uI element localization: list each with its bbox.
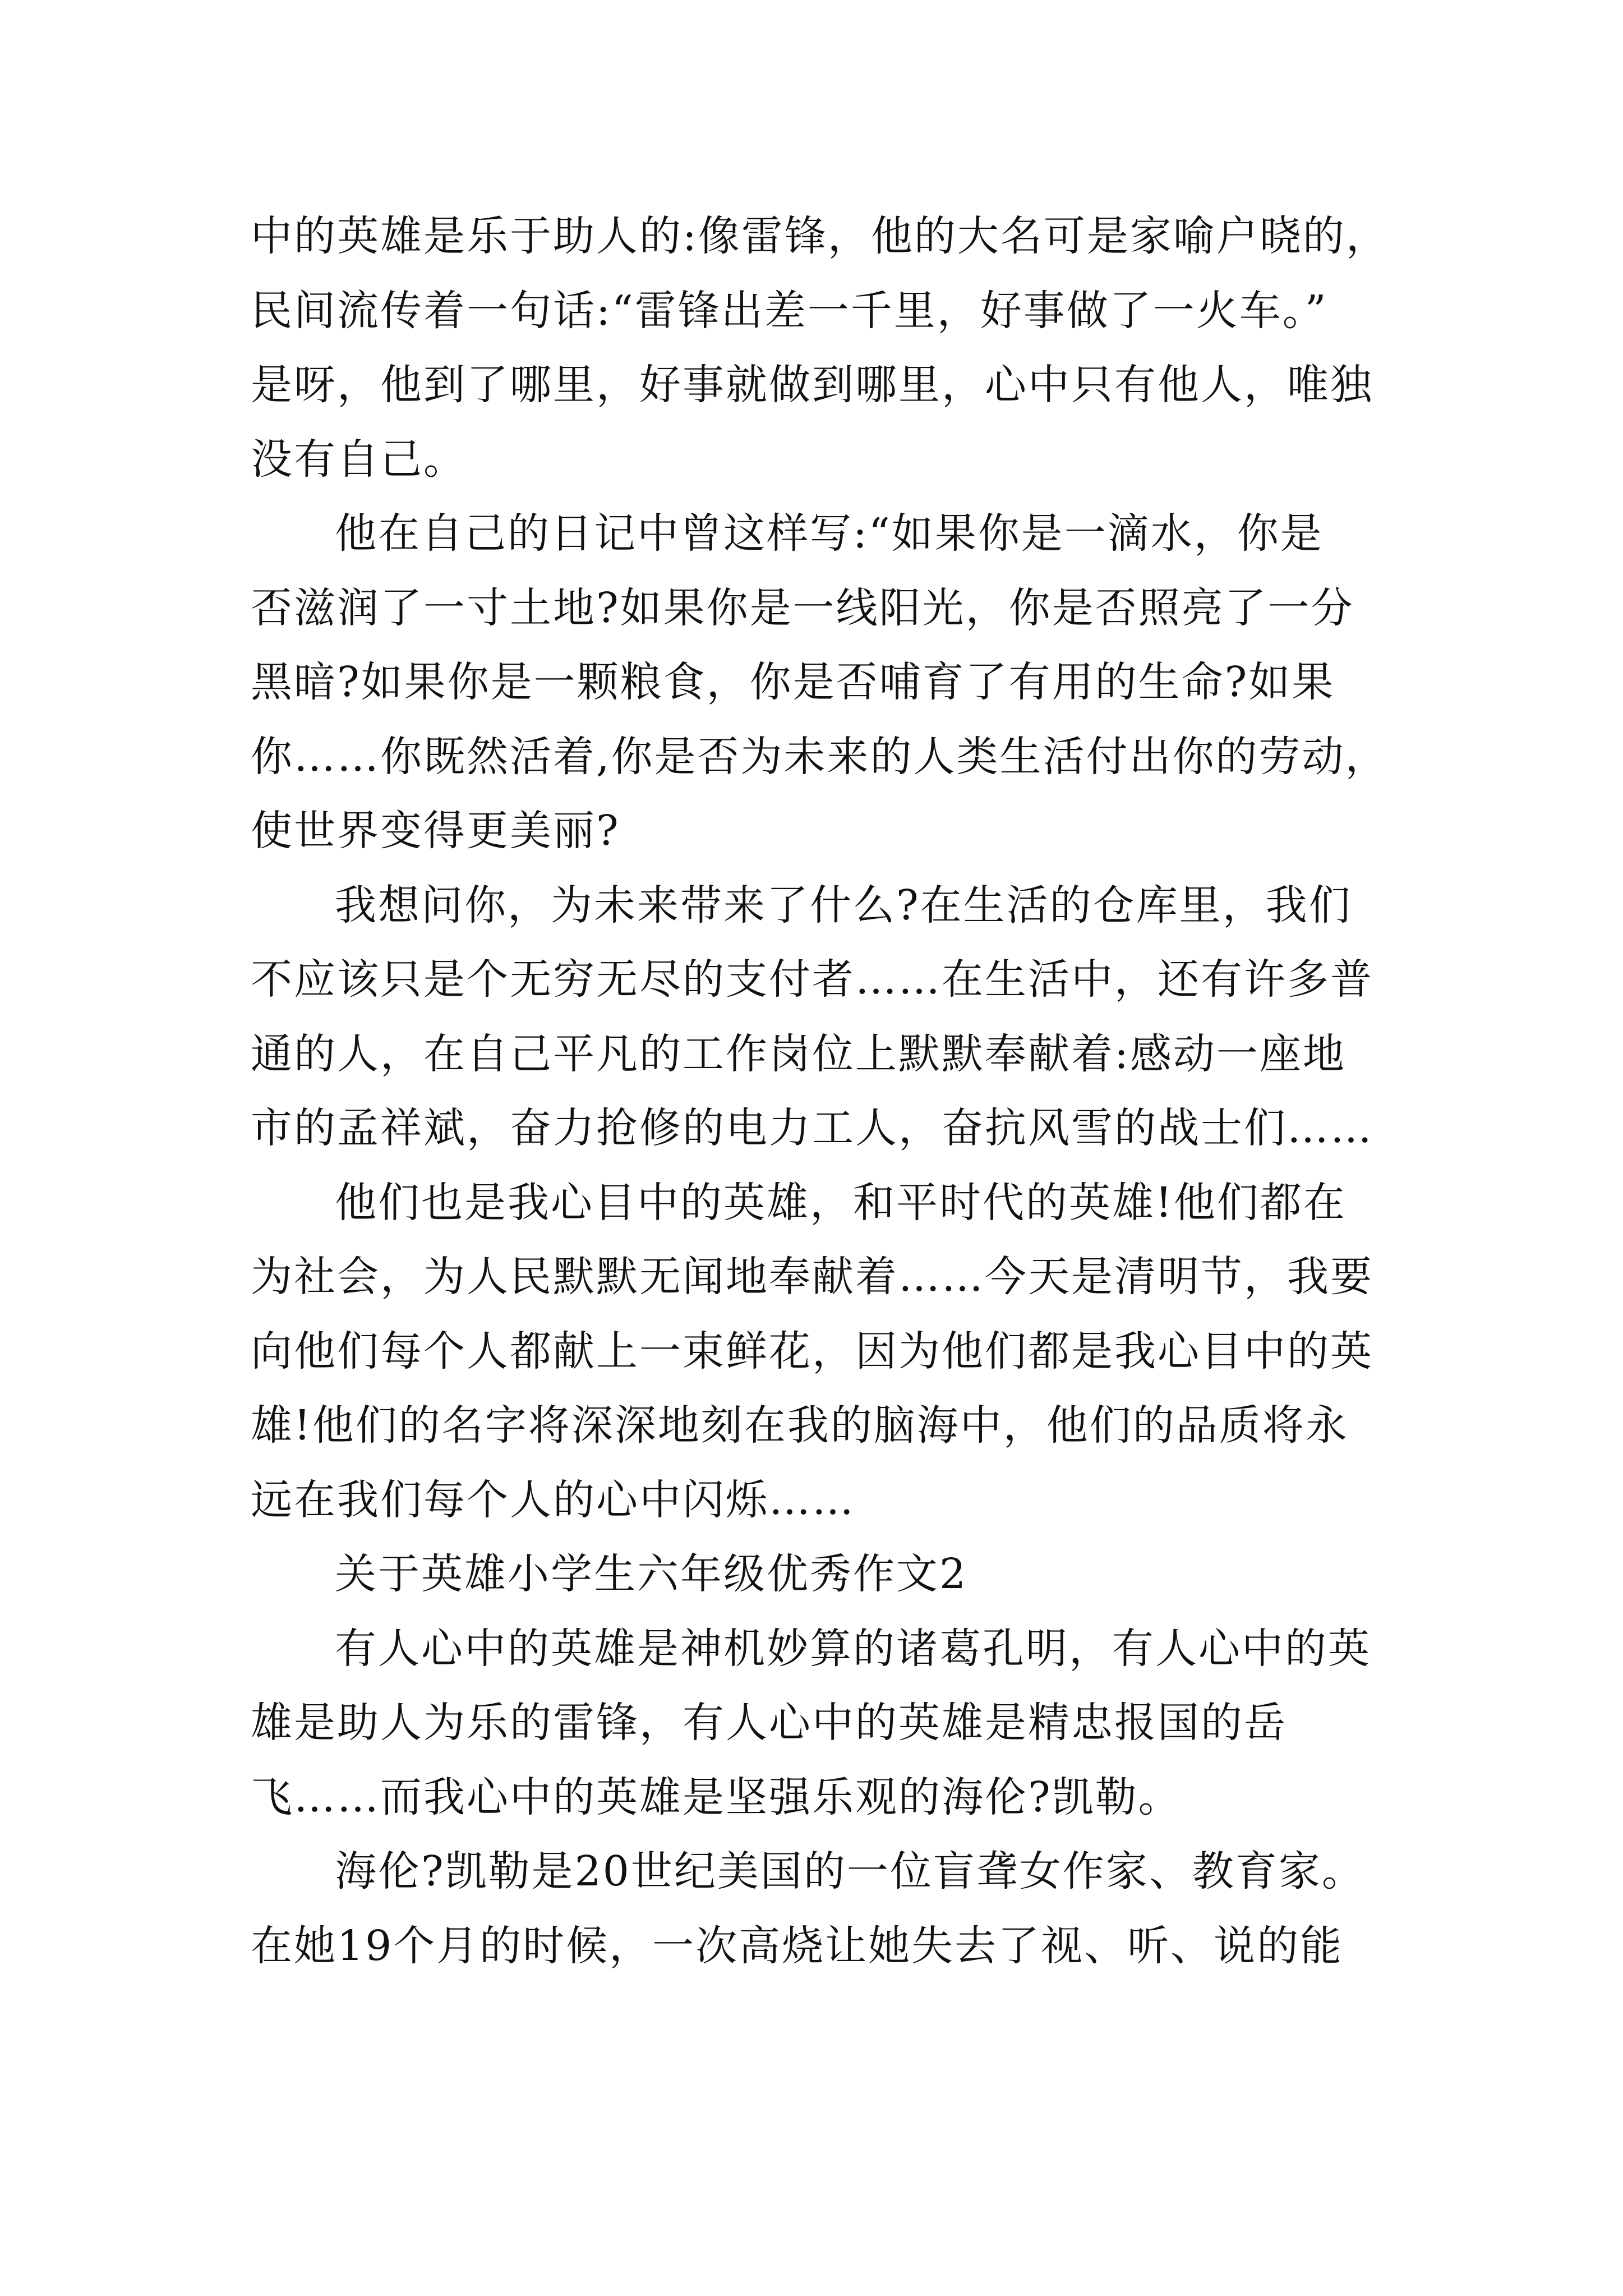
text-line: 否滋润了一寸土地?如果你是一线阳光，你是否照亮了一分 [251, 583, 1354, 632]
text-line: 通的人，在自己平凡的工作岗位上默默奉献着:感动一座地 [251, 1029, 1346, 1078]
text-line: 雄!他们的名字将深深地刻在我的脑海中，他们的品质将永 [251, 1401, 1349, 1450]
text-line: 中的英雄是乐于助人的:像雷锋，他的大名可是家喻户晓的， [251, 212, 1389, 260]
text-line: 向他们每个人都献上一束鲜花，因为他们都是我心目中的英 [251, 1327, 1373, 1375]
text-line: 是呀，他到了哪里，好事就做到哪里，心中只有他人，唯独 [251, 361, 1373, 409]
text-line: 飞……而我心中的英雄是坚强乐观的海伦?凯勒。 [251, 1773, 1182, 1821]
text-line: 雄是助人为乐的雷锋，有人心中的英雄是精忠报国的岳 [251, 1699, 1287, 1747]
section-heading: 关于英雄小学生六年级优秀作文2 [335, 1550, 968, 1598]
text-line: 为社会，为人民默默无闻地奉献着……今天是清明节，我要 [251, 1253, 1373, 1301]
paragraph-start-line: 他们也是我心目中的英雄，和平时代的英雄!他们都在 [335, 1178, 1347, 1227]
text-line: 民间流传着一句话:“雷锋出差一千里，好事做了一火车。” [251, 286, 1328, 335]
text-line: 市的孟祥斌，奋力抢修的电力工人，奋抗风雪的战士们…… [251, 1104, 1373, 1152]
text-line: 在她19个月的时候，一次高烧让她失去了视、听、说的能 [251, 1921, 1344, 1970]
paragraph-start-line: 有人心中的英雄是神机妙算的诸葛孔明，有人心中的英 [335, 1624, 1371, 1673]
text-line: 黑暗?如果你是一颗粮食，你是否哺育了有用的生命?如果 [251, 658, 1335, 706]
text-line: 不应该只是个无穷无尽的支付者……在生活中，还有许多普 [251, 955, 1373, 1004]
article-body [251, 199, 1395, 1983]
text-line: 使世界变得更美丽? [251, 807, 620, 855]
paragraph-start-line: 他在自己的日记中曾这样写:“如果你是一滴水，你是 [335, 509, 1324, 558]
paragraph-start-line: 海伦?凯勒是20世纪美国的一位盲聋女作家、教育家。 [335, 1847, 1365, 1895]
text-line: 你……你既然活着,你是否为未来的人类生活付出你的劳动， [251, 732, 1389, 781]
paragraph-start-line: 我想问你，为未来带来了什么?在生活的仓库里，我们 [335, 881, 1352, 930]
text-line: 没有自己。 [251, 435, 467, 484]
text-line: 远在我们每个人的心中闪烁…… [251, 1475, 855, 1524]
